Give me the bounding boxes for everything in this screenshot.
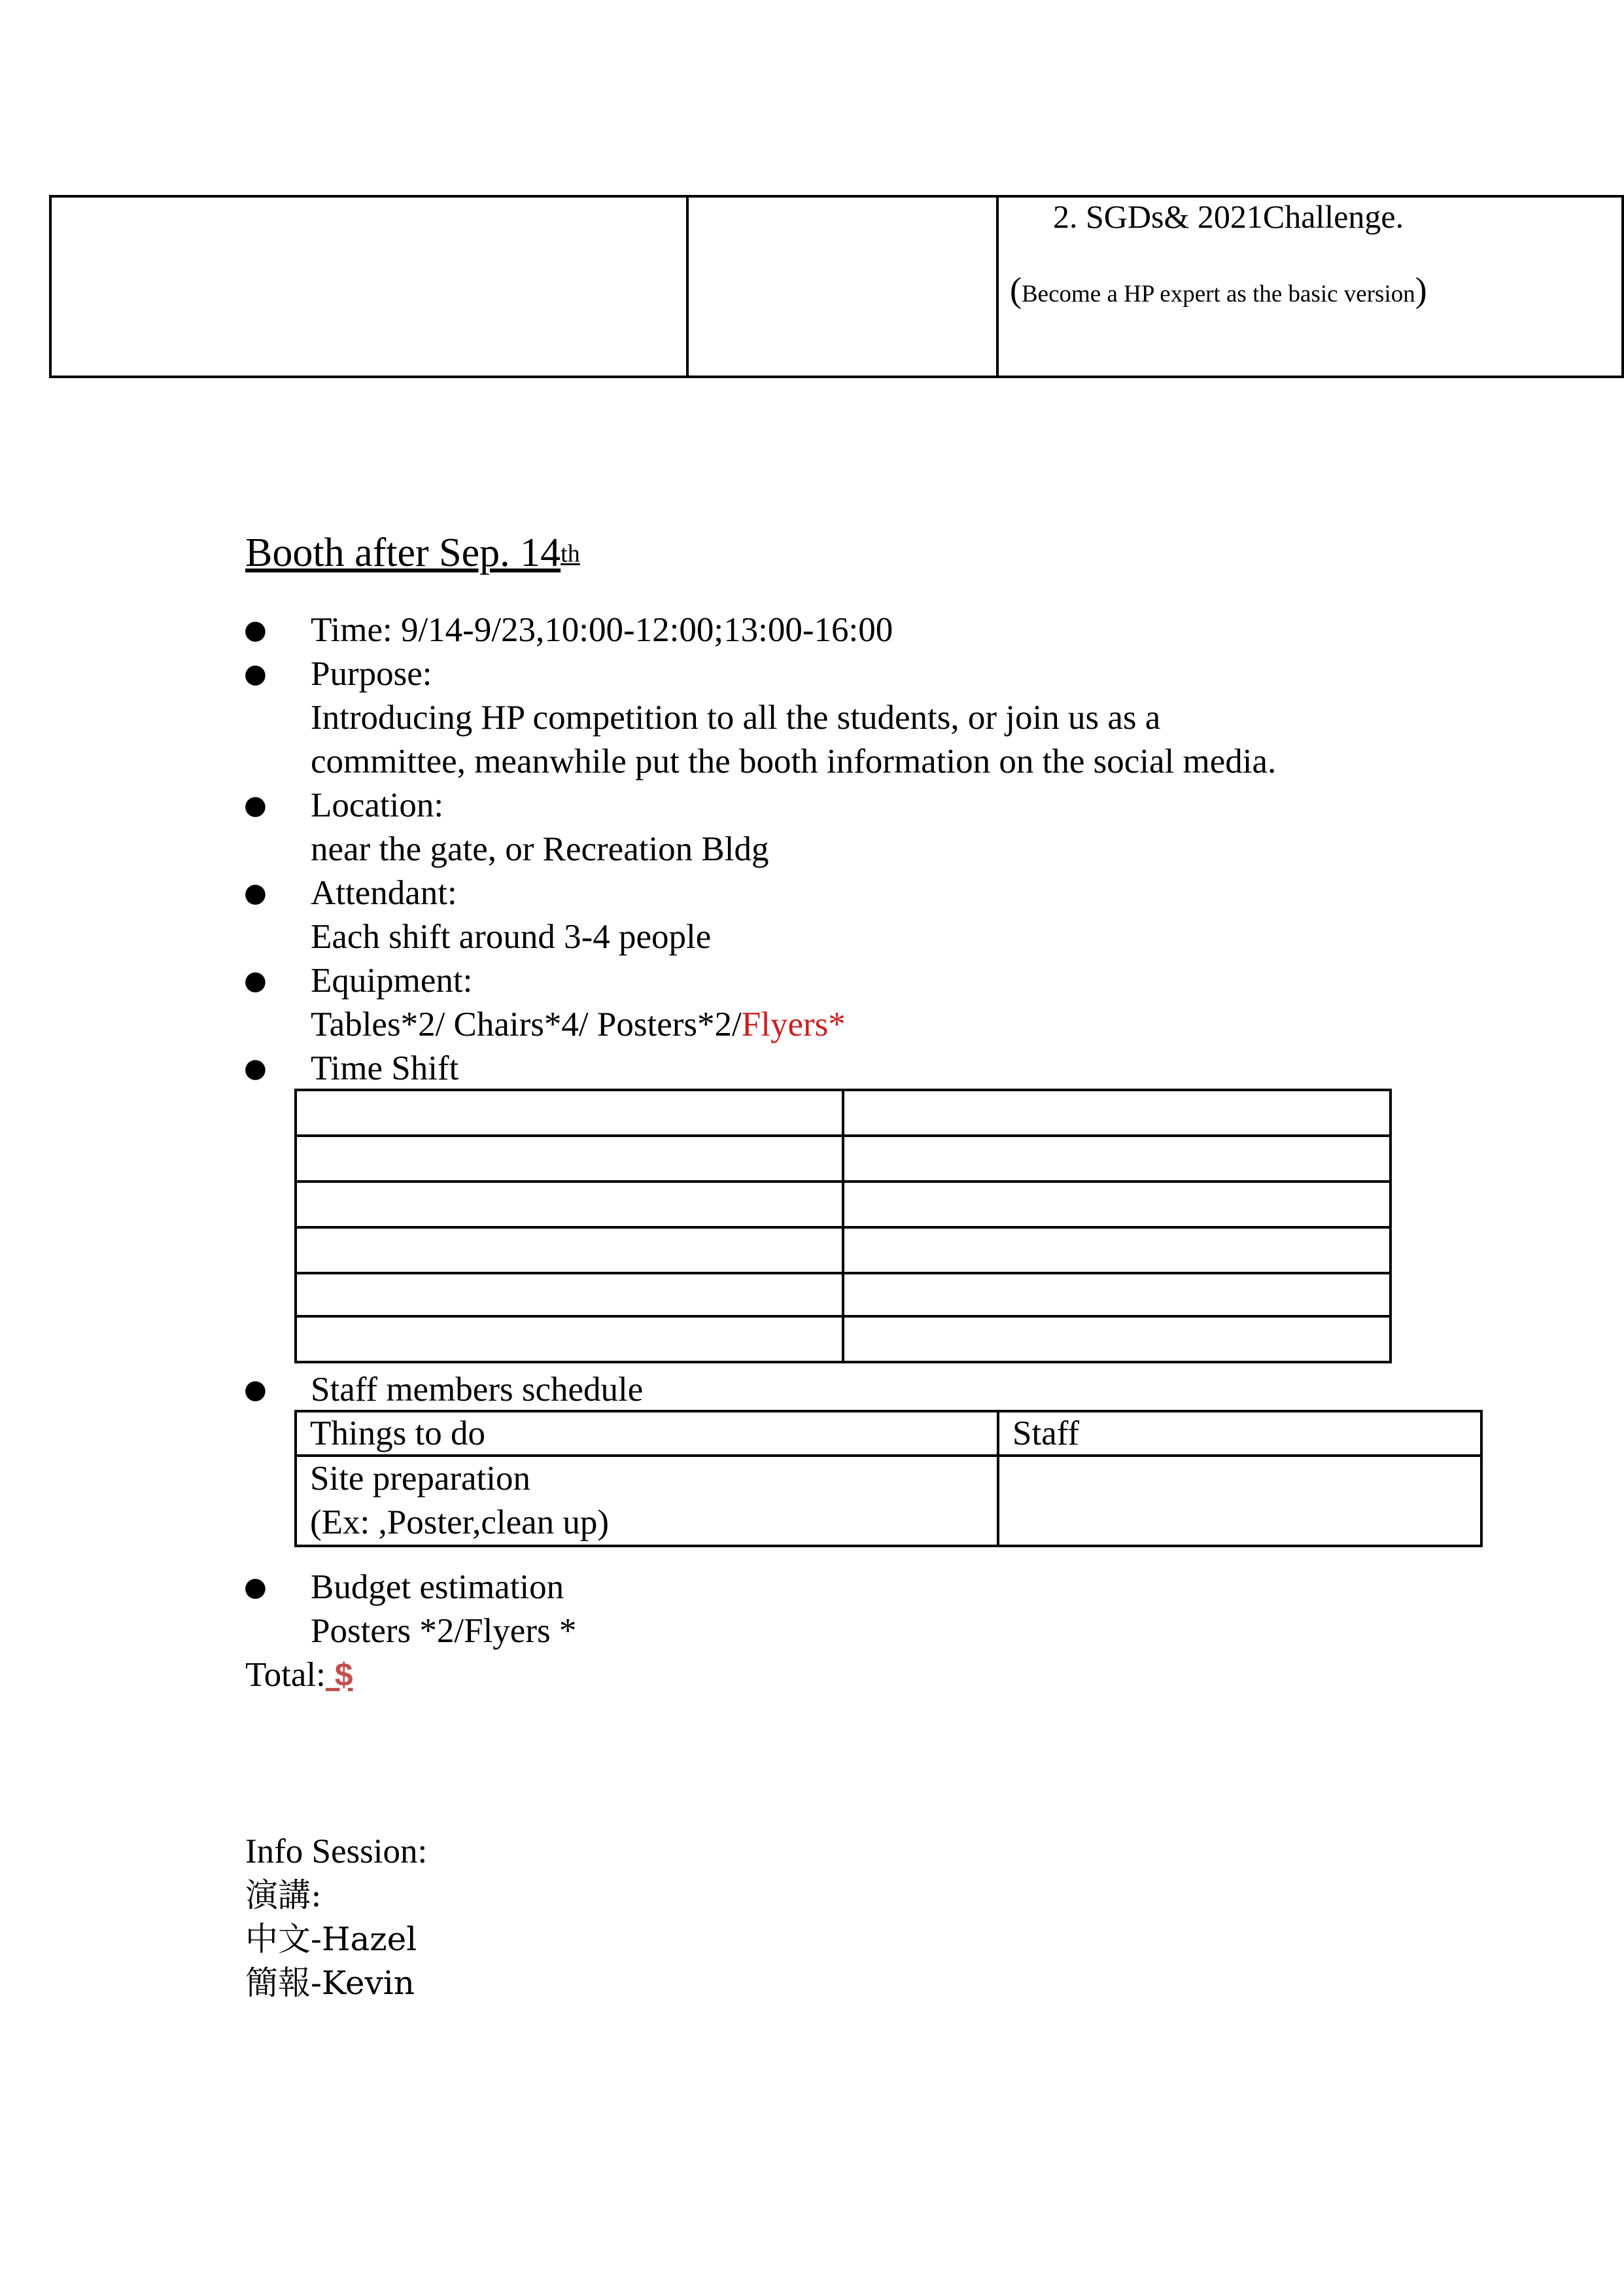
time-shift-cell — [843, 1136, 1391, 1182]
total-line — [245, 1653, 353, 1697]
time-shift-cell — [296, 1273, 843, 1316]
time-shift-table — [294, 1089, 1392, 1363]
bullet-budget-marker: ● — [244, 1572, 267, 1602]
staff-row-task-line1: Site preparation — [310, 1460, 531, 1498]
bullet-location-label: Location: — [311, 786, 444, 824]
table-row — [296, 1316, 1391, 1362]
bullet-equipment-label: Equipment: — [311, 962, 473, 1000]
bullet-attendant-label: Attendant: — [311, 874, 457, 912]
bullet-time: Time: 9/14-9/23,10:00-12:00;13:00-16:00 — [311, 611, 893, 649]
bullet-equipment-marker: ● — [244, 966, 267, 996]
bullet-budget-label: Budget estimation — [311, 1568, 564, 1606]
staff-header-staff: Staff — [998, 1411, 1481, 1456]
info-session-line2: 中文-Hazel — [245, 1920, 417, 1958]
time-shift-cell — [296, 1227, 843, 1273]
time-shift-cell — [296, 1090, 843, 1136]
staff-row-staff — [998, 1456, 1481, 1546]
table-row — [296, 1182, 1391, 1227]
top-table-note-close: ) — [1415, 270, 1427, 309]
booth-heading-text: Booth after Sep. 14 — [245, 531, 561, 575]
bullet-purpose-marker: ● — [244, 659, 267, 689]
table-row — [296, 1411, 1481, 1456]
time-shift-cell — [843, 1273, 1391, 1316]
info-session-line3: 簡報-Kevin — [245, 1964, 415, 2002]
total-label: Total: — [245, 1656, 326, 1694]
top-table-list-item: 2. SGDs& 2021Challenge. — [1053, 198, 1404, 235]
table-row — [296, 1090, 1391, 1136]
info-session-title: Info Session: — [245, 1832, 428, 1870]
time-shift-cell — [296, 1136, 843, 1182]
top-table-cell-2 — [686, 195, 999, 378]
time-shift-cell — [843, 1182, 1391, 1227]
time-shift-cell — [843, 1090, 1391, 1136]
info-session-line1: 演講: — [245, 1876, 322, 1914]
table-row — [296, 1136, 1391, 1182]
bullet-purpose-line2: committee, meanwhile put the booth information on the social media. — [311, 743, 1277, 780]
bullet-location-marker: ● — [244, 790, 267, 820]
table-row — [296, 1456, 1481, 1546]
time-shift-cell — [296, 1182, 843, 1227]
staff-schedule-table — [294, 1410, 1483, 1547]
bullet-staff-marker: ● — [244, 1375, 267, 1405]
table-row — [296, 1227, 1391, 1273]
bullet-equipment-value — [311, 1003, 846, 1047]
table-row — [296, 1273, 1391, 1316]
bullet-purpose-line1: Introducing HP competition to all the students, or join us as a — [311, 699, 1161, 737]
bullet-attendant-marker: ● — [244, 878, 267, 908]
bullet-time-shift-label: Time Shift — [311, 1049, 459, 1087]
staff-row-task — [296, 1456, 998, 1546]
bullet-budget-value: Posters *2/Flyers * — [311, 1612, 577, 1650]
top-table-cell-1 — [49, 195, 689, 378]
booth-heading — [245, 523, 580, 593]
staff-row-task-line2: (Ex: ,Poster,clean up) — [310, 1503, 610, 1541]
total-value: $ — [325, 1656, 353, 1693]
top-table-note-open: ( — [1010, 270, 1022, 309]
equipment-flyers: Flyers* — [741, 1006, 846, 1043]
top-table-note-text: Become a HP expert as the basic version — [1021, 281, 1415, 307]
booth-heading-sup: th — [561, 540, 580, 568]
equipment-items: Tables*2/ Chairs*4/ Posters*2/ — [311, 1006, 742, 1043]
staff-header-things: Things to do — [296, 1411, 998, 1456]
bullet-attendant-value: Each shift around 3-4 people — [311, 918, 712, 956]
bullet-time-marker: ● — [244, 615, 267, 645]
time-shift-cell — [296, 1316, 843, 1362]
time-shift-cell — [843, 1227, 1391, 1273]
top-table-note — [1010, 267, 1427, 322]
bullet-time-shift-marker: ● — [244, 1053, 267, 1083]
bullet-location-value: near the gate, or Recreation Bldg — [311, 830, 769, 868]
bullet-purpose-label: Purpose: — [311, 655, 432, 693]
time-shift-cell — [843, 1316, 1391, 1362]
bullet-staff-label: Staff members schedule — [311, 1371, 644, 1409]
